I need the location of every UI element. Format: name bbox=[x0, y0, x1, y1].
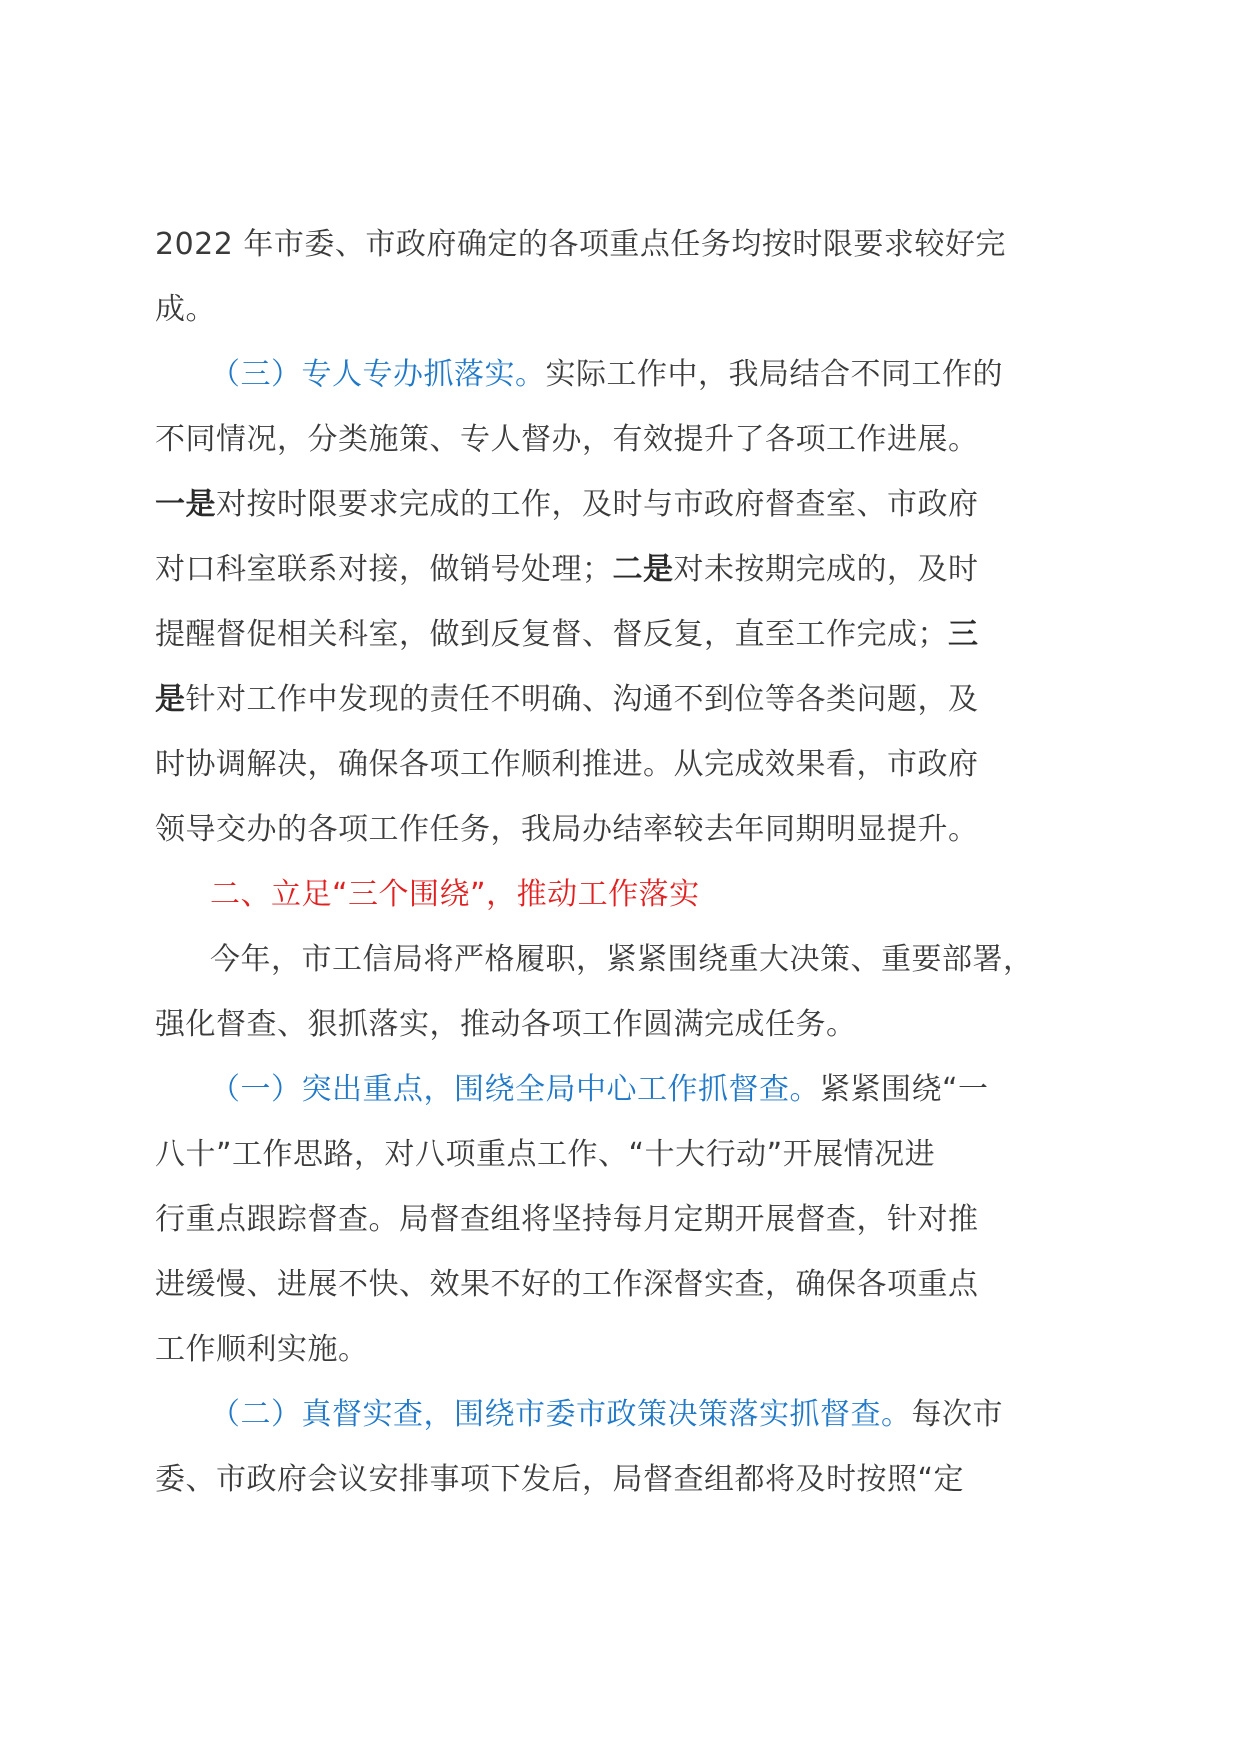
subheading-3: （三）专人专办抓落实。 bbox=[210, 357, 546, 392]
text-line bbox=[155, 407, 1085, 472]
paragraph-text: 今年，市工信局将严格履职，紧紧围绕重大决策、重要部署， bbox=[210, 942, 1034, 977]
paragraph-text: 对按时限要求完成的工作，及时与市政府督查室、市政府 bbox=[216, 487, 979, 522]
bold-marker-second: 二是 bbox=[612, 552, 674, 587]
text-line bbox=[155, 992, 1085, 1057]
text-line bbox=[155, 472, 1085, 537]
text-line bbox=[155, 602, 1085, 667]
bold-marker-third-part2: 是 bbox=[155, 682, 186, 717]
text-line bbox=[155, 1122, 1085, 1187]
paragraph-text: 八十”工作思路，对八项重点工作、“十大行动”开展情况进 bbox=[155, 1137, 936, 1172]
paragraph-text: 领导交办的各项工作任务，我局办结率较去年同期明显提升。 bbox=[155, 812, 979, 847]
subheading-1: （一）突出重点，围绕全局中心工作抓督查。 bbox=[210, 1072, 820, 1107]
text-line bbox=[155, 927, 1085, 992]
paragraph-text: 时协调解决，确保各项工作顺利推进。从完成效果看，市政府 bbox=[155, 747, 979, 782]
text-line bbox=[155, 212, 1085, 277]
text-line bbox=[155, 342, 1085, 407]
paragraph-text: 针对工作中发现的责任不明确、沟通不到位等各类问题，及 bbox=[185, 682, 979, 717]
text-line bbox=[155, 1252, 1085, 1317]
text-line bbox=[155, 1447, 1085, 1512]
text-line bbox=[155, 862, 1085, 927]
text-line bbox=[155, 277, 1085, 342]
paragraph-text: 每次市 bbox=[911, 1397, 1003, 1432]
paragraph-text: 强化督查、狠抓落实，推动各项工作圆满完成任务。 bbox=[155, 1007, 857, 1042]
text-line bbox=[155, 667, 1085, 732]
paragraph-text: 行重点跟踪督查。局督查组将坚持每月定期开展督查，针对推 bbox=[155, 1202, 979, 1237]
paragraph-text: 进缓慢、进展不快、效果不好的工作深督实查，确保各项重点 bbox=[155, 1267, 979, 1302]
text-line bbox=[155, 797, 1085, 862]
text-line bbox=[155, 732, 1085, 797]
paragraph-text: 实际工作中，我局结合不同工作的 bbox=[545, 357, 1003, 392]
paragraph-text: 紧紧围绕“一 bbox=[820, 1072, 989, 1107]
paragraph-text: 委、市政府会议安排事项下发后，局督查组都将及时按照“定 bbox=[155, 1462, 965, 1497]
bold-marker-first: 一是 bbox=[155, 487, 216, 522]
paragraph-text: 成。 bbox=[155, 292, 216, 327]
bold-marker-third-part1: 三 bbox=[948, 617, 979, 652]
text-line bbox=[155, 1187, 1085, 1252]
text-line bbox=[155, 1317, 1085, 1382]
document-page bbox=[155, 212, 1085, 1512]
paragraph-text: 工作顺利实施。 bbox=[155, 1332, 369, 1367]
text-line bbox=[155, 537, 1085, 602]
paragraph-text: 对未按期完成的，及时 bbox=[673, 552, 979, 587]
section-heading-2: 二、立足“三个围绕”，推动工作落实 bbox=[210, 877, 700, 912]
paragraph-text: 对口科室联系对接，做销号处理； bbox=[155, 552, 613, 587]
paragraph-text: 2022 年市委、市政府确定的各项重点任务均按时限要求较好完 bbox=[155, 227, 1006, 262]
paragraph-text: 不同情况，分类施策、专人督办，有效提升了各项工作进展。 bbox=[155, 422, 979, 457]
text-line bbox=[155, 1382, 1085, 1447]
subheading-2: （二）真督实查，围绕市委市政策决策落实抓督查。 bbox=[210, 1397, 912, 1432]
paragraph-text: 提醒督促相关科室，做到反复督、督反复，直至工作完成； bbox=[155, 617, 948, 652]
text-line bbox=[155, 1057, 1085, 1122]
